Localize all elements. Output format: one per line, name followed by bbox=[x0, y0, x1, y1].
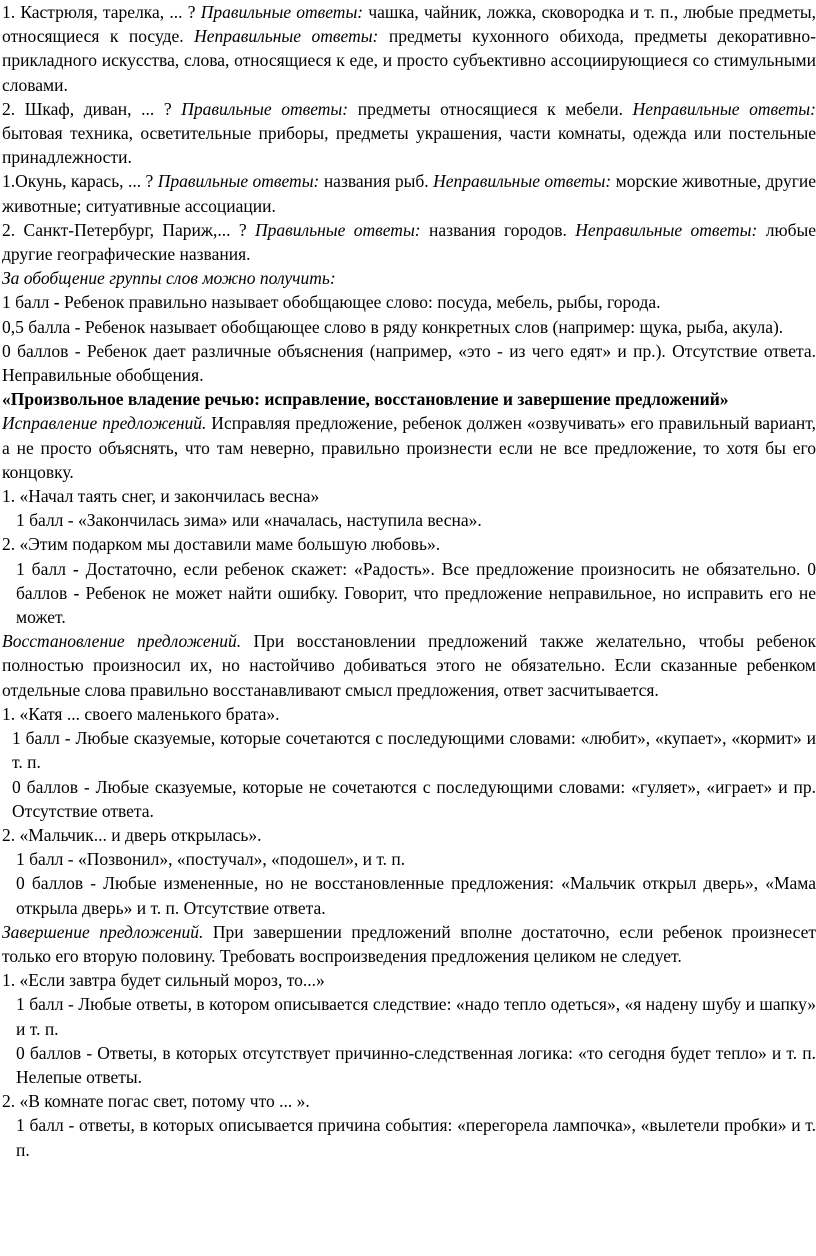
paragraph-p22 bbox=[0, 920, 816, 968]
text-segment: предметы кухонного обихода, предметы декоративно-прикладного искусства, слова, относящиеся к еде, и просто субъективно ассоциирующиеся со стимульными словами. bbox=[2, 26, 816, 95]
text-segment: 1. «Начал таять снег, и закончилась весна» bbox=[2, 486, 320, 507]
text-segment: 1 балл - «Позвонил», «постучал», «подошел», и т. п. bbox=[16, 849, 406, 870]
paragraph-p08 bbox=[0, 339, 816, 387]
text-segment: Правильные ответы: bbox=[157, 171, 320, 192]
paragraph-p19 bbox=[0, 823, 816, 847]
paragraph-p20 bbox=[0, 847, 816, 871]
paragraph-p27 bbox=[0, 1113, 816, 1161]
text-segment: 0 баллов - Ребенок дает различные объяснения (например, «это - из чего едят» и пр.). Отсутствие ответа. Неправильные обобщения. bbox=[2, 340, 816, 386]
text-segment: Правильные ответы: bbox=[255, 219, 421, 240]
text-segment: 0,5 балла - Ребенок называет обобщающее слово в ряду конкретных слов (например: щука, рыба, акула). bbox=[2, 316, 784, 337]
text-segment: бытовая техника, осветительные приборы, предметы украшения, части комнаты, одежда или постельные принадлежности. bbox=[2, 123, 816, 168]
text-segment: Восстановление предложений. bbox=[2, 631, 242, 652]
paragraph-p11 bbox=[0, 484, 816, 508]
text-segment: Неправильные ответы: bbox=[194, 26, 379, 47]
text-segment: 1. «Катя ... своего маленького брата». bbox=[2, 703, 280, 724]
text-segment: 1 балл bbox=[2, 292, 54, 313]
paragraph-p25 bbox=[0, 1041, 816, 1089]
text-segment: Неправильные ответы: bbox=[433, 171, 612, 192]
paragraph-p21 bbox=[0, 871, 816, 919]
paragraph-p24 bbox=[0, 992, 816, 1040]
text-segment: Завершение предложений. bbox=[2, 921, 204, 942]
paragraph-p18 bbox=[0, 775, 816, 823]
text-segment: 1. «Если завтра будет сильный мороз, то...» bbox=[2, 970, 325, 991]
paragraph-p16 bbox=[0, 702, 816, 726]
text-segment: «Произвольное владение речью: исправление, восстановление и завершение предложений» bbox=[2, 389, 729, 410]
text-segment: При восстановлении предложений также желательно, чтобы ребенок полностью произносил их, но настойчиво добиваться этого не обязательно. Если сказанные ребенком отдельные слова правильно восстанавливают смысл предложения, ответ засчитывается. bbox=[2, 631, 816, 700]
paragraph-p05 bbox=[0, 266, 816, 290]
text-segment: предметы относящиеся к мебели. bbox=[348, 98, 633, 119]
paragraph-p03 bbox=[0, 169, 816, 217]
text-segment: 0 баллов - Любые измененные, но не восстановленные предложения: «Мальчик открыл дверь», «Мама открыла дверь» и т. п. Отсутствие ответа. bbox=[16, 873, 816, 918]
text-segment: 1. Кастрюля, тарелка, ... ? bbox=[2, 2, 201, 22]
text-segment: Правильные ответы: bbox=[181, 98, 349, 119]
text-segment: 2. «В комнате погас свет, потому что ... ». bbox=[2, 1091, 310, 1112]
text-segment: Ребенок не может найти ошибку. Говорит, что предложение неправильное, но исправить его не может. bbox=[16, 582, 816, 628]
text-segment: Правильные ответы: bbox=[200, 2, 364, 22]
text-segment: Неправильные ответы: bbox=[575, 219, 758, 240]
text-segment: - bbox=[73, 582, 80, 603]
text-segment: За обобщение группы слов можно получить: bbox=[2, 268, 336, 289]
text-segment: Неправильные ответы: bbox=[632, 98, 816, 119]
text-segment: чашка, чайник, ложка, сковородка и т. п., любые предметы, относящиеся к посуде. bbox=[2, 2, 816, 47]
paragraph-p23 bbox=[0, 968, 816, 992]
text-segment: Исправление предложений. bbox=[2, 413, 207, 434]
text-segment: названия рыб. bbox=[319, 171, 434, 192]
paragraph-p15 bbox=[0, 629, 816, 702]
paragraph-p12 bbox=[0, 508, 816, 532]
text-segment: Исправляя предложение, ребенок должен «озвучивать» его правильный вариант, а не просто объяснять, что там неверно, правильно произнести если не все предложение, то хотя бы его концовку. bbox=[2, 413, 816, 482]
paragraph-p07 bbox=[0, 315, 816, 339]
text-segment: 2. «Мальчик... и дверь открылась». bbox=[2, 824, 262, 845]
paragraph-p06 bbox=[0, 290, 816, 314]
paragraph-p09 bbox=[0, 387, 816, 411]
text-segment: 1 балл - ответы, в которых описывается причина события: «перегорела лампочка», «вылетели пробки» и т. п. bbox=[16, 1115, 816, 1160]
text-segment: 1 балл - Любые сказуемые, которые сочетаются с последующими словами: «любит», «купает», «кормит» и т. п. bbox=[12, 728, 816, 773]
text-segment: 1 балл - Любые ответы, в котором описывается следствие: «надо тепло одеться», «я надену шубу и шапку» и т. п. bbox=[16, 994, 816, 1039]
paragraph-p13 bbox=[0, 532, 816, 556]
paragraph-p02 bbox=[0, 97, 816, 170]
paragraph-p26 bbox=[0, 1089, 816, 1113]
text-segment: - bbox=[72, 558, 79, 579]
text-segment: 1 балл bbox=[16, 558, 73, 579]
text-segment: любые другие географические названия. bbox=[2, 219, 816, 265]
text-segment: Достаточно, если ребенок скажет: «Радость». Все предложение произносить не обязательно. 0 баллов bbox=[16, 558, 816, 603]
text-segment: морские животные, другие животные; ситуативные ассоциации. bbox=[2, 171, 816, 216]
paragraph-p04 bbox=[0, 218, 816, 266]
text-segment: 0 баллов - Ответы, в которых отсутствует причинно-следственная логика: «то сегодня будет тепло» и т. п. Нелепые ответы. bbox=[16, 1042, 816, 1087]
text-segment: названия городов. bbox=[420, 219, 576, 240]
text-segment: 2. Шкаф, диван, ... ? bbox=[2, 98, 182, 119]
text-segment: 2. «Этим подарком мы доставили маме большую любовь». bbox=[2, 534, 441, 555]
text-segment: При завершении предложений вполне достаточно, если ребенок произнесет только его вторую половину. Требовать воспроизведения предложения целиком не следует. bbox=[2, 921, 816, 966]
text-segment: Ребенок правильно называет обобщающее слово: посуда, мебель, рыбы, города. bbox=[59, 292, 661, 313]
text-segment: 1 балл - «Закончилась зима» или «началась, наступила весна». bbox=[16, 510, 482, 531]
text-segment: 0 баллов - Любые сказуемые, которые не сочетаются с последующими словами: «гуляет», «играет» и пр. Отсутствие ответа. bbox=[12, 776, 816, 821]
paragraph-p01 bbox=[0, 0, 816, 97]
text-segment: - bbox=[53, 292, 60, 313]
text-segment: 1.Окунь, карась, ... ? bbox=[2, 171, 158, 192]
paragraph-p14 bbox=[0, 557, 816, 630]
text-segment: 2. Санкт-Петербург, Париж,... ? bbox=[2, 219, 256, 240]
paragraph-p10 bbox=[0, 411, 816, 484]
paragraph-p17 bbox=[0, 726, 816, 774]
